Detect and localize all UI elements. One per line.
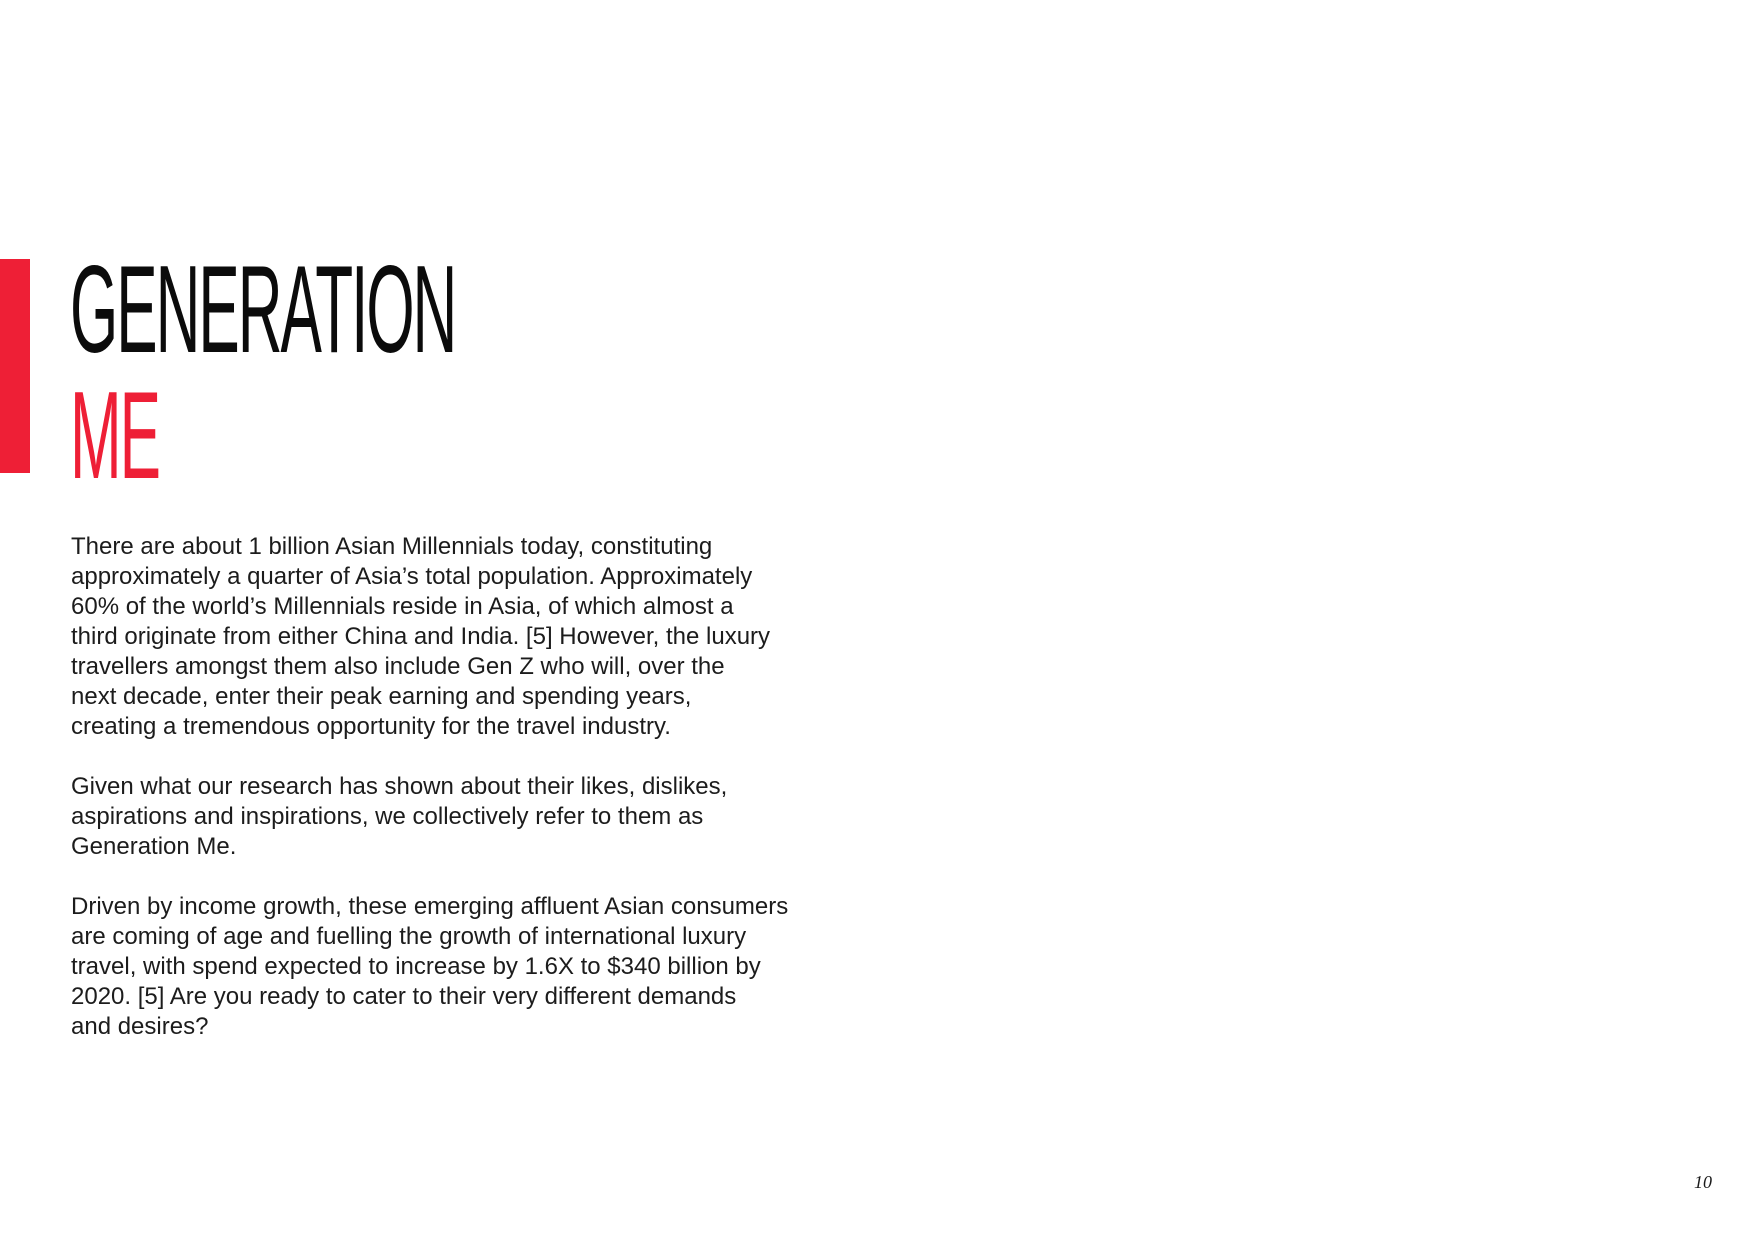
title-line-generation: GENERATION — [70, 241, 456, 379]
paragraph-generation-me: Given what our research has shown about their likes, dislikes, aspirations and inspirations, we collectively refer to them as Generation Me. — [71, 773, 728, 860]
page-number: 10 — [1694, 1172, 1712, 1192]
title-line-me: ME — [70, 367, 159, 505]
body-text — [71, 532, 871, 1072]
paragraph-income-growth: Driven by income growth, these emerging affluent Asian consumers are coming of age and fuelling the growth of international luxury travel, with spend expected to increase by 1.6X to $340 billion by 2020. [5] Are you ready to cater to their very different demands and desires? — [71, 893, 789, 1040]
page-title — [70, 241, 841, 505]
paragraph-intro: There are about 1 billion Asian Millennials today, constituting approximately a quarter of Asia’s total population. Approximately 60% of the world’s Millennials reside in Asia, of which almost a third originate from either China and India. [5] However, the luxury travellers amongst them also include Gen Z who will, over the next decade, enter their peak earning and spending years, creating a tremendous opportunity for the travel industry. — [71, 533, 771, 740]
accent-bar — [0, 259, 30, 473]
